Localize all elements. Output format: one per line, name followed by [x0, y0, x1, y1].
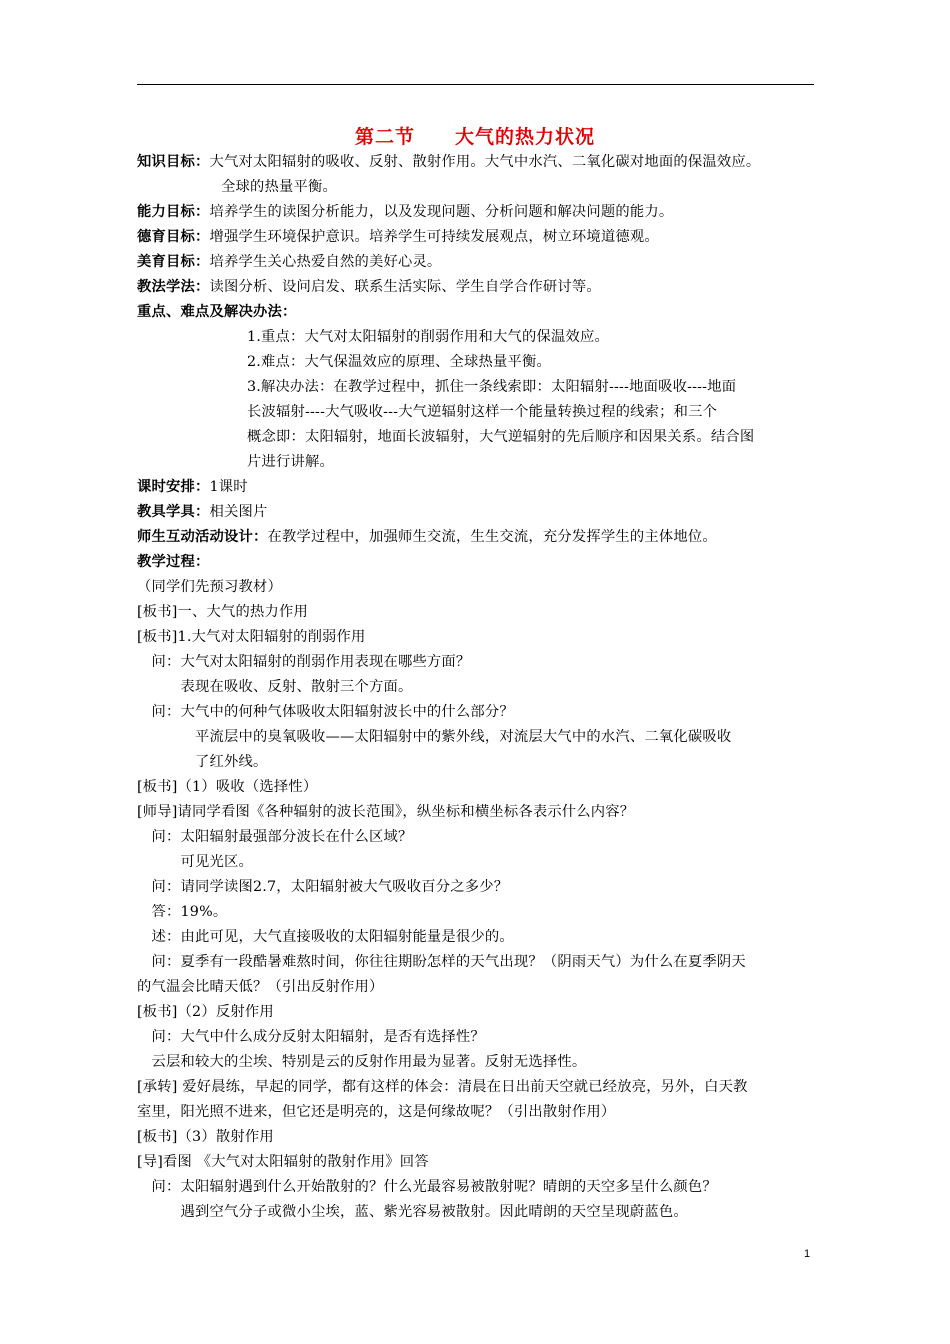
- teaching-method-text: 读图分析、设问启发、联系生活实际、学生自学合作研讨等。: [209, 279, 601, 295]
- teaching-tools: [137, 502, 267, 522]
- body-line: （同学们先预习教材）: [137, 579, 282, 595]
- body-line: 表现在吸收、反射、散射三个方面。: [137, 679, 413, 695]
- teaching-method: [137, 277, 601, 297]
- keypoints-heading: 重点、难点及解决办法：: [137, 304, 297, 320]
- aesthetic-goal-text: 培养学生关心热爱自然的美好心灵。: [209, 254, 442, 270]
- body-line: 了红外线。: [137, 754, 268, 770]
- schedule-label: 课时安排：: [137, 479, 210, 495]
- knowledge-goal-label: 知识目标：: [137, 154, 210, 170]
- knowledge-goal-cont: 全球的热量平衡。: [221, 179, 337, 195]
- process-heading: 教学过程：: [137, 554, 210, 570]
- page-number: 1: [804, 1248, 811, 1260]
- body-line: 问：夏季有一段酷暑难熬时间，你往往期盼怎样的天气出现？（阴雨天气）为什么在夏季阴天: [137, 954, 746, 970]
- keypoint-3-line-2: 长波辐射----大气吸收---大气逆辐射这样一个能量转换过程的线索；和三个: [247, 404, 718, 420]
- interaction-design-text: 在教学过程中，加强师生交流，生生交流，充分发挥学生的主体地位。: [267, 529, 717, 545]
- body-line: 问：请同学读图2.7，太阳辐射被大气吸收百分之多少？: [137, 879, 509, 895]
- body-line: 问：大气中的何种气体吸收太阳辐射波长中的什么部分？: [137, 704, 514, 720]
- teaching-tools-text: 相关图片: [209, 504, 268, 520]
- schedule-text: 1课时: [209, 479, 248, 495]
- body-line: 室里，阳光照不进来，但它还是明亮的，这是何缘故呢？（引出散射作用）: [137, 1104, 616, 1120]
- body-line: 平流层中的臭氧吸收——太阳辐射中的紫外线，对流层大气中的水汽、二氧化碳吸收: [137, 729, 732, 745]
- keypoint-3-line-1: 3.解决办法：在教学过程中，抓住一条线索即：太阳辐射----地面吸收----地面: [247, 379, 737, 395]
- ability-goal-label: 能力目标：: [137, 204, 210, 220]
- body-line: [承转] 爱好晨练，早起的同学，都有这样的体会：清晨在日出前天空就已经放亮，另外，白天教: [137, 1079, 748, 1095]
- body-line: 问：太阳辐射遇到什么开始散射的？什么光最容易被散射呢？晴朗的天空多呈什么颜色？: [137, 1179, 717, 1195]
- body-line: 可见光区。: [137, 854, 253, 870]
- body-line: [导]看图 《大气对太阳辐射的散射作用》回答: [137, 1154, 429, 1170]
- aesthetic-goal: [137, 252, 441, 272]
- body-line: 答：19%。: [137, 904, 228, 920]
- header-rule: [137, 84, 814, 85]
- knowledge-goal: [137, 152, 760, 172]
- body-line: [板书]1.大气对太阳辐射的削弱作用: [137, 629, 366, 645]
- body-line: [板书]（3）散射作用: [137, 1129, 274, 1145]
- teaching-method-label: 教法学法：: [137, 279, 210, 295]
- body-line: 问：太阳辐射最强部分波长在什么区域？: [137, 829, 413, 845]
- body-line: [师导]请同学看图《各种辐射的波长范围》，纵坐标和横坐标各表示什么内容？: [137, 804, 635, 820]
- body-line: [板书]（1）吸收（选择性）: [137, 779, 318, 795]
- body-line: 问：大气中什么成分反射太阳辐射，是否有选择性？: [137, 1029, 485, 1045]
- body-line: [板书]一、大气的热力作用: [137, 604, 309, 620]
- body-line: 问：大气对太阳辐射的削弱作用表现在哪些方面？: [137, 654, 471, 670]
- interaction-design-label: 师生互动活动设计：: [137, 529, 268, 545]
- schedule: [137, 477, 248, 497]
- page-title: 第二节 大气的热力状况: [354, 126, 595, 148]
- keypoint-3-line-3: 概念即：太阳辐射，地面长波辐射，大气逆辐射的先后顺序和因果关系。结合图: [247, 429, 755, 445]
- body-line: 述：由此可见，大气直接吸收的太阳辐射能量是很少的。: [137, 929, 514, 945]
- ability-goal-text: 培养学生的读图分析能力，以及发现问题、分析问题和解决问题的能力。: [209, 204, 674, 220]
- ability-goal: [137, 202, 673, 222]
- keypoint-1: 1.重点：大气对太阳辐射的削弱作用和大气的保温效应。: [247, 329, 609, 345]
- moral-goal-label: 德育目标：: [137, 229, 210, 245]
- body-line: [板书]（2）反射作用: [137, 1004, 274, 1020]
- moral-goal-text: 增强学生环境保护意识。培养学生可持续发展观点，树立环境道德观。: [209, 229, 659, 245]
- keypoint-3-line-4: 片进行讲解。: [247, 454, 334, 470]
- body-line: 云层和较大的尘埃、特别是云的反射作用最为显著。反射无选择性。: [137, 1054, 587, 1070]
- body-line: 的气温会比晴天低？（引出反射作用）: [137, 979, 384, 995]
- interaction-design: [137, 527, 717, 547]
- aesthetic-goal-label: 美育目标：: [137, 254, 210, 270]
- teaching-tools-label: 教具学具：: [137, 504, 210, 520]
- keypoint-2: 2.难点：大气保温效应的原理、全球热量平衡。: [247, 354, 551, 370]
- knowledge-goal-text: 大气对太阳辐射的吸收、反射、散射作用。大气中水汽、二氧化碳对地面的保温效应。: [209, 154, 761, 170]
- body-line: 遇到空气分子或微小尘埃，蓝、紫光容易被散射。因此晴朗的天空呈现蔚蓝色。: [137, 1204, 688, 1220]
- moral-goal: [137, 227, 659, 247]
